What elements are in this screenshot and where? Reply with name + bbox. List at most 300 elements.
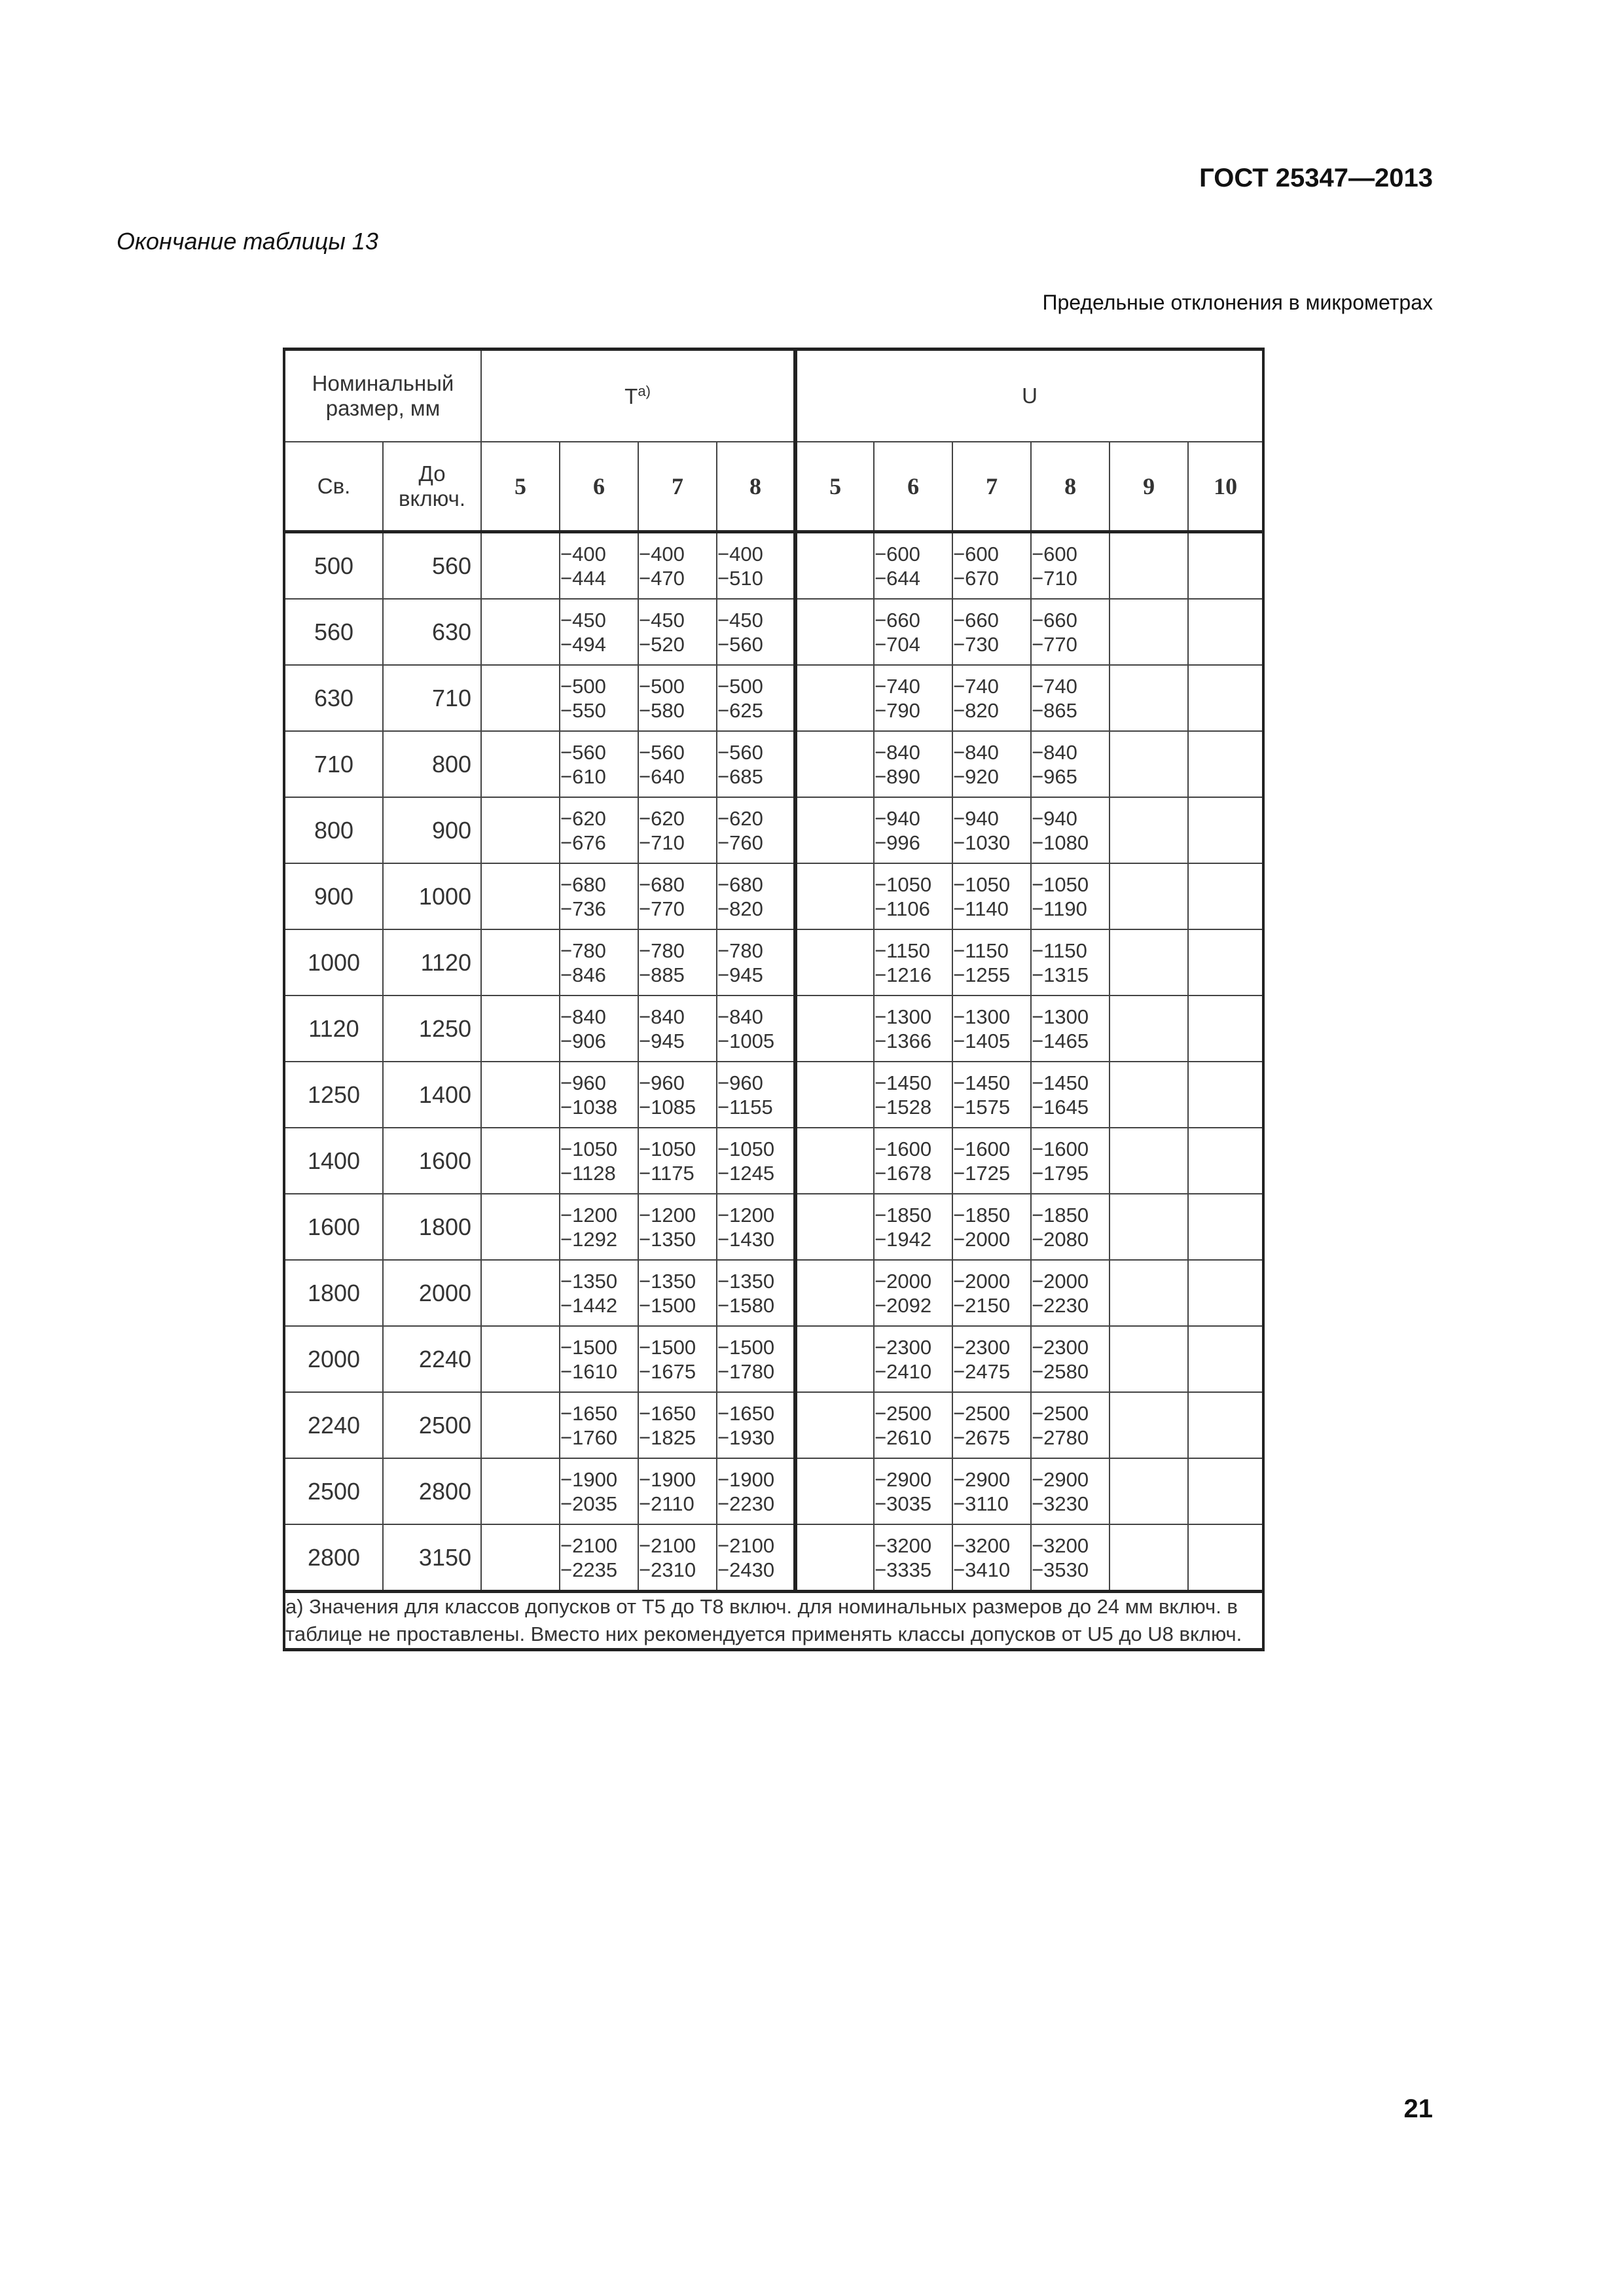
upper-deviation: −1900 — [639, 1467, 696, 1491]
deviation-cell-u — [1031, 665, 1110, 731]
deviation-cell-u — [795, 1326, 874, 1392]
upper-deviation: −600 — [875, 542, 920, 565]
deviation-cell-t — [717, 532, 795, 600]
table-caption: Окончание таблицы 13 — [117, 228, 378, 255]
deviation-cell-u — [1031, 1458, 1110, 1524]
lower-deviation: −2235 — [560, 1558, 618, 1581]
upper-deviation: −1150 — [1032, 939, 1087, 962]
deviation-cell-t — [717, 1128, 795, 1194]
lower-deviation: −1030 — [953, 831, 1011, 854]
deviation-cell-u — [795, 1392, 874, 1458]
units-note: Предельные отклонения в микрометрах — [1042, 291, 1433, 314]
upper-deviation: −1900 — [560, 1467, 618, 1491]
deviation-cell-t — [638, 599, 717, 665]
deviation-cell-t — [560, 1128, 638, 1194]
upper-deviation: −500 — [717, 674, 763, 698]
deviation-cell-u — [1110, 863, 1188, 929]
lower-deviation: −1190 — [1032, 897, 1087, 920]
upper-deviation: −3200 — [1032, 1534, 1089, 1557]
table-row — [284, 1128, 1263, 1194]
lower-deviation: −865 — [1032, 698, 1077, 722]
lower-deviation: −2610 — [875, 1426, 932, 1449]
table-row — [284, 996, 1263, 1062]
upper-deviation: −1050 — [875, 872, 932, 896]
upper-deviation: −660 — [875, 608, 920, 632]
upper-deviation: −2100 — [717, 1534, 775, 1557]
deviation-cell-u — [874, 532, 952, 600]
deviation-cell-u — [1031, 731, 1110, 797]
deviation-cell-u — [1188, 1392, 1263, 1458]
deviation-cell-u — [952, 996, 1031, 1062]
deviation-cell-t — [481, 929, 560, 996]
deviation-cell-u — [952, 929, 1031, 996]
table-row — [284, 1458, 1263, 1524]
upper-deviation: −840 — [875, 740, 920, 764]
size-from: 500 — [284, 532, 383, 600]
lower-deviation: −610 — [560, 764, 606, 788]
upper-deviation: −1500 — [639, 1335, 696, 1359]
deviation-cell-u — [1188, 797, 1263, 863]
lower-deviation: −1795 — [1032, 1161, 1089, 1185]
upper-deviation: −560 — [639, 740, 685, 764]
lower-deviation: −444 — [560, 566, 606, 590]
grade-header-t5: 5 — [481, 442, 560, 532]
deviation-cell-t — [481, 1194, 560, 1260]
lower-deviation: −770 — [639, 897, 685, 920]
size-from: 710 — [284, 731, 383, 797]
lower-deviation: −820 — [717, 897, 763, 920]
lower-deviation: −3230 — [1032, 1492, 1089, 1515]
nominal-size-header: Номинальный размер, мм — [284, 350, 481, 442]
from-header: Св. — [284, 442, 383, 532]
lower-deviation: −1038 — [560, 1095, 618, 1119]
table-row — [284, 731, 1263, 797]
lower-deviation: −704 — [875, 632, 920, 656]
to-header: До включ. — [383, 442, 481, 532]
lower-deviation: −644 — [875, 566, 920, 590]
deviation-cell-u — [874, 731, 952, 797]
deviation-cell-u — [795, 532, 874, 600]
upper-deviation: −1600 — [875, 1137, 932, 1160]
upper-deviation: −450 — [560, 608, 606, 632]
size-from: 1000 — [284, 929, 383, 996]
table-row — [284, 1326, 1263, 1392]
upper-deviation: −780 — [639, 939, 685, 962]
lower-deviation: −1610 — [560, 1359, 618, 1383]
deviation-cell-t — [481, 863, 560, 929]
size-to: 1600 — [383, 1128, 481, 1194]
upper-deviation: −1050 — [953, 872, 1011, 896]
deviation-cell-t — [717, 1392, 795, 1458]
lower-deviation: −2675 — [953, 1426, 1011, 1449]
lower-deviation: −2310 — [639, 1558, 696, 1581]
deviation-cell-t — [481, 1260, 560, 1326]
deviation-cell-u — [795, 797, 874, 863]
lower-deviation: −2000 — [953, 1227, 1011, 1251]
deviation-cell-t — [717, 1458, 795, 1524]
lower-deviation: −846 — [560, 963, 606, 986]
lower-deviation: −1005 — [717, 1029, 775, 1052]
upper-deviation: −400 — [560, 542, 606, 565]
lower-deviation: −3035 — [875, 1492, 932, 1515]
deviation-cell-u — [1188, 532, 1263, 600]
deviation-cell-u — [1188, 929, 1263, 996]
lower-deviation: −676 — [560, 831, 606, 854]
upper-deviation: −1450 — [953, 1071, 1011, 1094]
lower-deviation: −945 — [639, 1029, 685, 1052]
lower-deviation: −1155 — [717, 1095, 773, 1119]
lower-deviation: −2230 — [717, 1492, 775, 1515]
deviation-cell-t — [717, 1194, 795, 1260]
deviation-cell-u — [874, 1128, 952, 1194]
group-t-header — [481, 350, 795, 442]
lower-deviation: −2150 — [953, 1293, 1011, 1317]
deviation-cell-u — [1188, 1194, 1263, 1260]
deviation-cell-u — [1031, 996, 1110, 1062]
grade-header-u9: 9 — [1110, 442, 1188, 532]
size-from: 1600 — [284, 1194, 383, 1260]
deviation-cell-t — [481, 532, 560, 600]
upper-deviation: −1600 — [953, 1137, 1011, 1160]
deviation-cell-u — [1188, 1458, 1263, 1524]
upper-deviation: −400 — [717, 542, 763, 565]
deviation-cell-u — [1031, 863, 1110, 929]
deviation-cell-t — [638, 1128, 717, 1194]
upper-deviation: −1900 — [717, 1467, 775, 1491]
grade-header-u7: 7 — [952, 442, 1031, 532]
lower-deviation: −2092 — [875, 1293, 932, 1317]
lower-deviation: −2780 — [1032, 1426, 1089, 1449]
lower-deviation: −1216 — [875, 963, 932, 986]
deviation-cell-u — [874, 1194, 952, 1260]
upper-deviation: −1200 — [560, 1203, 618, 1227]
lower-deviation: −2230 — [1032, 1293, 1089, 1317]
upper-deviation: −600 — [953, 542, 999, 565]
lower-deviation: −1580 — [717, 1293, 775, 1317]
deviation-cell-u — [874, 1458, 952, 1524]
lower-deviation: −945 — [717, 963, 763, 986]
deviation-cell-u — [795, 1260, 874, 1326]
deviation-cell-t — [717, 1062, 795, 1128]
lower-deviation: −1930 — [717, 1426, 775, 1449]
deviation-cell-u — [795, 929, 874, 996]
table-row — [284, 599, 1263, 665]
lower-deviation: −1366 — [875, 1029, 932, 1052]
deviation-cell-t — [560, 731, 638, 797]
table-row — [284, 532, 1263, 600]
upper-deviation: −1150 — [875, 939, 930, 962]
upper-deviation: −680 — [639, 872, 685, 896]
upper-deviation: −600 — [1032, 542, 1077, 565]
upper-deviation: −2300 — [953, 1335, 1011, 1359]
table-row — [284, 1260, 1263, 1326]
deviation-cell-u — [952, 599, 1031, 665]
deviation-cell-t — [638, 1062, 717, 1128]
deviation-cell-u — [1110, 731, 1188, 797]
upper-deviation: −960 — [639, 1071, 685, 1094]
lower-deviation: −670 — [953, 566, 999, 590]
deviation-cell-t — [638, 1194, 717, 1260]
deviation-cell-u — [795, 599, 874, 665]
size-from: 1250 — [284, 1062, 383, 1128]
upper-deviation: −1050 — [560, 1137, 618, 1160]
upper-deviation: −660 — [953, 608, 999, 632]
size-from: 1120 — [284, 996, 383, 1062]
upper-deviation: −680 — [560, 872, 606, 896]
lower-deviation: −685 — [717, 764, 763, 788]
lower-deviation: −1080 — [1032, 831, 1089, 854]
upper-deviation: −940 — [953, 806, 999, 830]
deviation-cell-t — [560, 1062, 638, 1128]
lower-deviation: −1825 — [639, 1426, 696, 1449]
deviation-cell-t — [481, 996, 560, 1062]
deviation-cell-u — [1110, 599, 1188, 665]
deviation-cell-t — [638, 731, 717, 797]
upper-deviation: −1300 — [1032, 1005, 1089, 1028]
deviation-cell-u — [874, 1062, 952, 1128]
size-to: 560 — [383, 532, 481, 600]
table-row — [284, 1194, 1263, 1260]
upper-deviation: −1500 — [560, 1335, 618, 1359]
lower-deviation: −510 — [717, 566, 763, 590]
upper-deviation: −2900 — [953, 1467, 1011, 1491]
deviation-cell-u — [1031, 1524, 1110, 1592]
lower-deviation: −1500 — [639, 1293, 696, 1317]
upper-deviation: −3200 — [953, 1534, 1011, 1557]
lower-deviation: −1255 — [953, 963, 1011, 986]
upper-deviation: −400 — [639, 542, 685, 565]
table-body — [284, 532, 1263, 1592]
deviation-cell-t — [638, 863, 717, 929]
size-to: 1250 — [383, 996, 481, 1062]
deviation-cell-t — [638, 1260, 717, 1326]
upper-deviation: −620 — [560, 806, 606, 830]
table-row — [284, 1392, 1263, 1458]
lower-deviation: −1528 — [875, 1095, 932, 1119]
deviation-cell-u — [1188, 1062, 1263, 1128]
upper-deviation: −620 — [639, 806, 685, 830]
grade-header-t6: 6 — [560, 442, 638, 532]
upper-deviation: −2900 — [875, 1467, 932, 1491]
lower-deviation: −520 — [639, 632, 685, 656]
upper-deviation: −740 — [953, 674, 999, 698]
lower-deviation: −1575 — [953, 1095, 1011, 1119]
size-to: 1120 — [383, 929, 481, 996]
size-from: 1400 — [284, 1128, 383, 1194]
deviation-cell-t — [638, 996, 717, 1062]
size-from: 2500 — [284, 1458, 383, 1524]
deviation-cell-u — [952, 863, 1031, 929]
deviation-cell-u — [874, 1326, 952, 1392]
deviation-cell-u — [952, 532, 1031, 600]
deviation-cell-u — [1110, 996, 1188, 1062]
deviation-cell-u — [795, 1128, 874, 1194]
deviation-cell-u — [874, 797, 952, 863]
deviation-cell-t — [560, 1326, 638, 1392]
size-from: 1800 — [284, 1260, 383, 1326]
size-from: 2800 — [284, 1524, 383, 1592]
lower-deviation: −770 — [1032, 632, 1077, 656]
lower-deviation: −470 — [639, 566, 685, 590]
lower-deviation: −580 — [639, 698, 685, 722]
deviation-cell-u — [1110, 1062, 1188, 1128]
deviation-cell-t — [481, 1128, 560, 1194]
lower-deviation: −1175 — [639, 1161, 695, 1185]
lower-deviation: −885 — [639, 963, 685, 986]
deviation-cell-u — [795, 1194, 874, 1260]
lower-deviation: −1430 — [717, 1227, 775, 1251]
deviation-cell-t — [717, 731, 795, 797]
deviation-cell-t — [481, 1392, 560, 1458]
upper-deviation: −1600 — [1032, 1137, 1089, 1160]
upper-deviation: −450 — [639, 608, 685, 632]
deviation-cell-u — [1188, 731, 1263, 797]
lower-deviation: −3335 — [875, 1558, 932, 1581]
deviation-cell-t — [560, 1392, 638, 1458]
deviation-cell-u — [952, 1062, 1031, 1128]
upper-deviation: −1050 — [1032, 872, 1089, 896]
group-u-header: U — [795, 350, 1263, 442]
deviation-cell-t — [481, 599, 560, 665]
deviation-cell-u — [1110, 929, 1188, 996]
deviation-cell-u — [952, 1326, 1031, 1392]
upper-deviation: −840 — [717, 1005, 763, 1028]
upper-deviation: −1850 — [1032, 1203, 1089, 1227]
deviation-cell-u — [874, 996, 952, 1062]
table-row — [284, 665, 1263, 731]
upper-deviation: −2500 — [1032, 1401, 1089, 1425]
lower-deviation: −1725 — [953, 1161, 1011, 1185]
lower-deviation: −2580 — [1032, 1359, 1089, 1383]
grade-header-u5: 5 — [795, 442, 874, 532]
lower-deviation: −1315 — [1032, 963, 1089, 986]
lower-deviation: −730 — [953, 632, 999, 656]
lower-deviation: −1140 — [953, 897, 1009, 920]
size-to: 2000 — [383, 1260, 481, 1326]
lower-deviation: −710 — [639, 831, 685, 854]
deviation-cell-u — [1031, 1062, 1110, 1128]
deviation-cell-u — [874, 929, 952, 996]
deviation-cell-u — [1188, 1260, 1263, 1326]
lower-deviation: −1128 — [560, 1161, 616, 1185]
upper-deviation: −2000 — [875, 1269, 932, 1293]
deviation-cell-u — [1110, 1524, 1188, 1592]
deviation-cell-t — [560, 929, 638, 996]
size-to: 1800 — [383, 1194, 481, 1260]
table-footnote: а) Значения для классов допусков от T5 до T8 включ. для номинальных размеров до 24 мм включ. в таблице не проставлены. Вместо них рекомендуется применять классы допусков от U5 до U8 включ. — [284, 1592, 1263, 1650]
size-to: 630 — [383, 599, 481, 665]
deviation-cell-t — [638, 929, 717, 996]
deviation-cell-t — [717, 599, 795, 665]
deviation-cell-t — [560, 1458, 638, 1524]
upper-deviation: −450 — [717, 608, 763, 632]
deviation-cell-u — [1110, 797, 1188, 863]
deviation-cell-t — [638, 1392, 717, 1458]
deviation-cell-u — [1110, 1392, 1188, 1458]
upper-deviation: −1450 — [1032, 1071, 1089, 1094]
upper-deviation: −940 — [1032, 806, 1077, 830]
deviation-cell-u — [874, 665, 952, 731]
deviation-cell-u — [1188, 665, 1263, 731]
lower-deviation: −1675 — [639, 1359, 696, 1383]
upper-deviation: −1850 — [953, 1203, 1011, 1227]
deviation-cell-u — [1110, 532, 1188, 600]
deviation-cell-u — [1031, 532, 1110, 600]
upper-deviation: −840 — [1032, 740, 1077, 764]
lower-deviation: −1780 — [717, 1359, 775, 1383]
deviation-cell-u — [1031, 1326, 1110, 1392]
lower-deviation: −550 — [560, 698, 606, 722]
lower-deviation: −890 — [875, 764, 920, 788]
lower-deviation: −965 — [1032, 764, 1077, 788]
deviation-cell-u — [1110, 1326, 1188, 1392]
upper-deviation: −2000 — [953, 1269, 1011, 1293]
upper-deviation: −1850 — [875, 1203, 932, 1227]
deviation-cell-t — [717, 996, 795, 1062]
deviation-cell-t — [560, 599, 638, 665]
size-to: 3150 — [383, 1524, 481, 1592]
grade-header-u10: 10 — [1188, 442, 1263, 532]
upper-deviation: −680 — [717, 872, 763, 896]
deviation-cell-u — [1188, 1326, 1263, 1392]
deviation-cell-u — [874, 1524, 952, 1592]
upper-deviation: −2900 — [1032, 1467, 1089, 1491]
lower-deviation: −1942 — [875, 1227, 932, 1251]
deviation-cell-u — [1031, 1194, 1110, 1260]
upper-deviation: −1650 — [639, 1401, 696, 1425]
deviation-cell-t — [481, 1062, 560, 1128]
group-t-label: T — [624, 384, 638, 408]
lower-deviation: −3410 — [953, 1558, 1011, 1581]
deviation-cell-u — [874, 1392, 952, 1458]
upper-deviation: −1650 — [717, 1401, 775, 1425]
deviation-cell-u — [1031, 1260, 1110, 1326]
deviation-cell-u — [1188, 996, 1263, 1062]
size-from: 900 — [284, 863, 383, 929]
upper-deviation: −960 — [560, 1071, 606, 1094]
deviation-cell-t — [638, 532, 717, 600]
deviation-cell-u — [1031, 797, 1110, 863]
lower-deviation: −640 — [639, 764, 685, 788]
deviation-cell-u — [795, 996, 874, 1062]
lower-deviation: −1678 — [875, 1161, 932, 1185]
lower-deviation: −1245 — [717, 1161, 775, 1185]
size-to: 800 — [383, 731, 481, 797]
upper-deviation: −740 — [875, 674, 920, 698]
table-row — [284, 863, 1263, 929]
deviation-cell-t — [560, 797, 638, 863]
deviation-cell-t — [638, 797, 717, 863]
deviation-cell-t — [560, 1194, 638, 1260]
upper-deviation: −1350 — [560, 1269, 618, 1293]
deviation-cell-u — [1110, 1260, 1188, 1326]
deviation-cell-t — [481, 1524, 560, 1592]
upper-deviation: −1300 — [875, 1005, 932, 1028]
deviation-cell-t — [717, 863, 795, 929]
upper-deviation: −560 — [717, 740, 763, 764]
lower-deviation: −1106 — [875, 897, 930, 920]
upper-deviation: −2100 — [639, 1534, 696, 1557]
size-from: 2240 — [284, 1392, 383, 1458]
lower-deviation: −820 — [953, 698, 999, 722]
grade-header-u8: 8 — [1031, 442, 1110, 532]
lower-deviation: −1085 — [639, 1095, 696, 1119]
deviation-cell-u — [952, 1194, 1031, 1260]
size-from: 2000 — [284, 1326, 383, 1392]
size-from: 800 — [284, 797, 383, 863]
upper-deviation: −3200 — [875, 1534, 932, 1557]
lower-deviation: −1465 — [1032, 1029, 1089, 1052]
